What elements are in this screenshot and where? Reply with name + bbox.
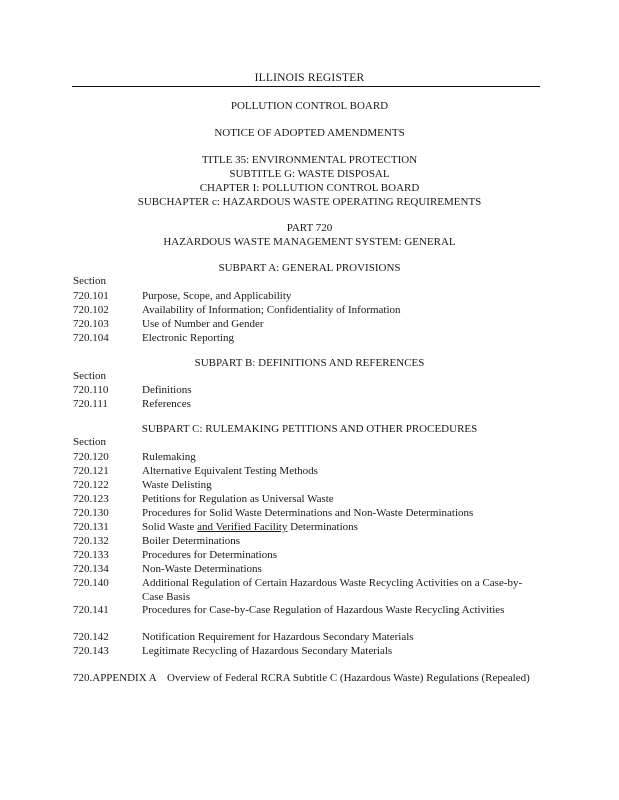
section-number: 720.120: [73, 451, 109, 463]
section-title: Procedures for Determinations: [142, 549, 278, 561]
section-number: 720.143: [73, 645, 109, 657]
section-title: References: [142, 398, 191, 410]
section-title: Use of Number and Gender: [142, 318, 264, 330]
section-title-post: Determinations: [287, 521, 358, 533]
section-title: Legitimate Recycling of Hazardous Secondary Materials: [142, 645, 393, 657]
section-number: 720.123: [73, 493, 109, 505]
section-number: 720.131: [73, 521, 109, 533]
subpart-b-heading: SUBPART B: DEFINITIONS AND REFERENCES: [194, 357, 425, 369]
section-number: 720.133: [73, 549, 109, 561]
section-title: Procedures for Case-by-Case Regulation of Hazardous Waste Recycling Activities: [142, 604, 505, 616]
section-number: 720.134: [73, 563, 109, 575]
section-number: 720.142: [73, 631, 109, 643]
section-number: 720.141: [73, 604, 109, 616]
subchapter-line: SUBCHAPTER c: HAZARDOUS WASTE OPERATING REQUIREMENTS: [137, 196, 482, 208]
section-label-c: Section: [73, 436, 106, 448]
section-number: 720.102: [73, 304, 109, 316]
subpart-a-heading: SUBPART A: GENERAL PROVISIONS: [218, 262, 401, 274]
section-title: Rulemaking: [142, 451, 196, 463]
section-number: 720.103: [73, 318, 109, 330]
section-title-pre: Solid Waste: [142, 521, 198, 533]
section-number: 720.130: [73, 507, 109, 519]
subtitle-line: SUBTITLE G: WASTE DISPOSAL: [229, 168, 390, 180]
section-title: Purpose, Scope, and Applicability: [142, 290, 292, 302]
section-title: [142, 520, 542, 534]
register-title: ILLINOIS REGISTER: [254, 72, 365, 84]
section-title: Waste Delisting: [142, 479, 212, 491]
section-label-a: Section: [73, 275, 106, 287]
notice-title: NOTICE OF ADOPTED AMENDMENTS: [214, 127, 405, 139]
header-rule: [72, 86, 540, 87]
section-number: 720.111: [73, 398, 108, 410]
section-number: 720.140: [73, 577, 109, 589]
section-number: 720.121: [73, 465, 109, 477]
section-number: 720.132: [73, 535, 109, 547]
section-title: Electronic Reporting: [142, 332, 234, 344]
title-line: TITLE 35: ENVIRONMENTAL PROTECTION: [201, 154, 418, 166]
part-number: PART 720: [286, 222, 333, 234]
section-title: Definitions: [142, 384, 192, 396]
section-title: Availability of Information; Confidentiality of Information: [142, 304, 401, 316]
section-title: Procedures for Solid Waste Determinations and Non-Waste Determinations: [142, 507, 474, 519]
subpart-c-heading: SUBPART C: RULEMAKING PETITIONS AND OTHER PROCEDURES: [141, 423, 478, 435]
section-title: Petitions for Regulation as Universal Waste: [142, 493, 334, 505]
part-name: HAZARDOUS WASTE MANAGEMENT SYSTEM: GENERAL: [163, 236, 456, 248]
section-title: Notification Requirement for Hazardous Secondary Materials: [142, 631, 414, 643]
section-number: 720.104: [73, 332, 109, 344]
section-title: Alternative Equivalent Testing Methods: [142, 465, 318, 477]
inserted-text: and Verified Facility: [197, 521, 288, 533]
board-name: POLLUTION CONTROL BOARD: [230, 100, 389, 112]
section-number: 720.110: [73, 384, 109, 396]
section-label-b: Section: [73, 370, 106, 382]
section-number: 720.101: [73, 290, 109, 302]
chapter-line: CHAPTER I: POLLUTION CONTROL BOARD: [199, 182, 420, 194]
section-title: Additional Regulation of Certain Hazardous Waste Recycling Activities on a Case-by-Case Basis: [142, 577, 523, 603]
section-number: 720.122: [73, 479, 109, 491]
appendix-number: 720.APPENDIX A: [73, 672, 157, 684]
section-title: Non-Waste Determinations: [142, 563, 262, 575]
section-title: Boiler Determinations: [142, 535, 241, 547]
appendix-title: Overview of Federal RCRA Subtitle C (Hazardous Waste) Regulations (Repealed): [167, 672, 530, 684]
